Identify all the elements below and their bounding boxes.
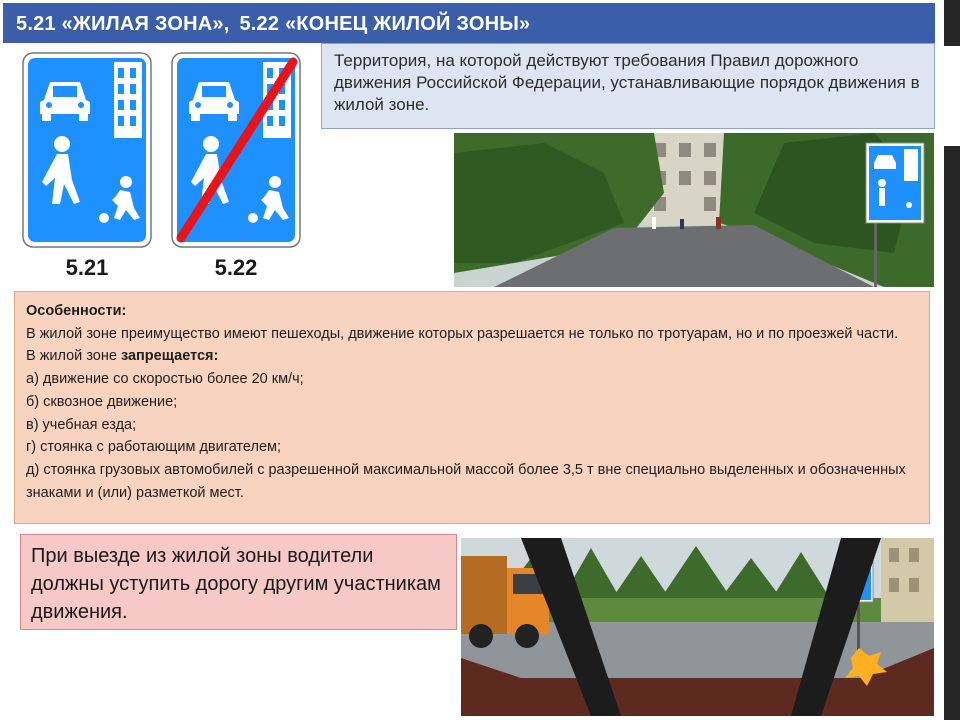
features-pedestrian-priority: В жилой зоне преимущество имеют пешеходы, движение которых разрешается не только по тротуарам, но и по проезжей части. bbox=[26, 325, 899, 342]
features-forbidden-intro: В жилой зоне запрещается: bbox=[26, 348, 219, 365]
title-part-1: 5.21 «ЖИЛАЯ ЗОНА», bbox=[16, 13, 230, 35]
list-item: д) стоянка грузовых автомобилей с разрешенной максимальной массой более 3,5 т вне специально выделенных и обозначенных знаками и (или) разметкой мест. bbox=[26, 461, 906, 501]
sign-code-5-22: 5.22 bbox=[214, 255, 258, 280]
features-heading: Особенности: bbox=[26, 303, 127, 319]
sign-code-5-21: 5.21 bbox=[65, 255, 109, 280]
definition-text: Территория, на которой действуют требования Правил дорожного движения Российской Федерации, устанавливающие порядок движения в жилой зоне. bbox=[334, 51, 920, 114]
end-of-residential-zone-sign-icon bbox=[171, 52, 301, 248]
exit-rule-text: При выезде из жилой зоны водители должны уступить дорогу другим участникам движения. bbox=[31, 545, 441, 623]
list-item: г) стоянка с работающим двигателем; bbox=[26, 439, 282, 456]
exit-rule-box bbox=[20, 534, 457, 630]
slide-edge-decoration bbox=[940, 0, 960, 720]
residential-zone-sign-icon bbox=[22, 52, 152, 248]
list-item: а) движение со скоростью более 20 км/ч; bbox=[26, 371, 304, 388]
residential-street-photo bbox=[454, 133, 934, 287]
exit-zone-photo bbox=[461, 538, 934, 716]
list-item: б) сквозное движение; bbox=[26, 393, 178, 410]
slide-title bbox=[3, 3, 935, 43]
features-box bbox=[14, 291, 930, 524]
definition-box bbox=[321, 43, 935, 129]
list-item: в) учебная езда; bbox=[26, 416, 137, 433]
title-part-2: 5.22 «КОНЕЦ ЖИЛОЙ ЗОНЫ» bbox=[239, 13, 531, 35]
